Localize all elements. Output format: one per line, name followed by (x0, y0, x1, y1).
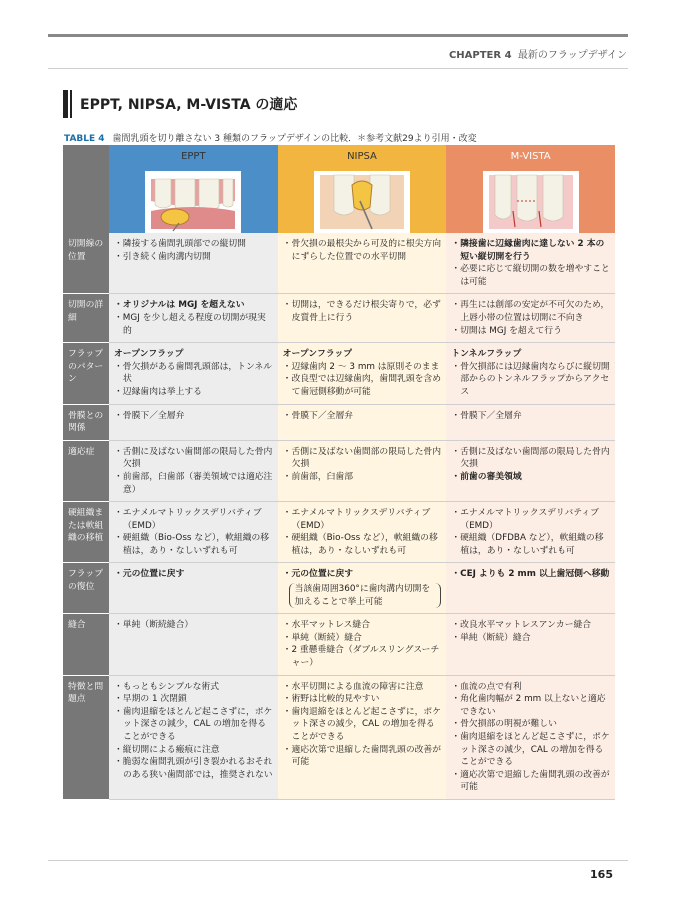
cell-list (114, 568, 273, 581)
list-item: ・骨膜下／全層弁 (451, 410, 522, 421)
cell-list (451, 568, 610, 581)
cell-list (451, 238, 610, 288)
list-item: ・前歯部，臼歯部 (282, 471, 354, 482)
cell-nipsa (278, 294, 447, 343)
row-label: フラップのパターン (63, 343, 109, 404)
list-item: ・オリジナルは MGJ を超えない (114, 300, 245, 311)
list-item: ・引き続く歯肉溝内切開 (114, 251, 211, 262)
list-item: ・適応次第で退縮した歯間乳頭の改善が可能 (451, 769, 610, 793)
chapter-title: 最新のフラップデザイン (517, 50, 627, 61)
list-item: ・改良型では辺縁歯肉，歯間乳頭を含めて歯冠側移動が可能 (282, 374, 442, 397)
list-item: ・硬組織（Bio-Oss など），軟組織の移植は，あり・なしいずれも可 (114, 533, 270, 556)
cell-list (451, 299, 610, 337)
list-item: ・骨欠損部には辺縁歯肉ならびに縦切開部からのトンネルフラップからアクセス (451, 361, 610, 397)
title-bar-thin (70, 90, 72, 118)
row-label: 縫合 (63, 614, 109, 675)
cell-subtitle: トンネルフラップ (451, 349, 522, 360)
cell-mvista (446, 675, 615, 799)
table-row (63, 675, 615, 799)
list-item: ・エナメルマトリックスデリバティブ（EMD） (451, 508, 599, 531)
header-mvista-label: M-VISTA (510, 151, 551, 162)
list-item: ・辺縁歯肉は挙上する (114, 386, 202, 397)
list-item: ・改良水平マットレスアンカー縫合 (451, 620, 592, 631)
list-item: ・前歯部，臼歯部（審美領域では適応注意） (114, 471, 273, 495)
list-item: ・舌側に及ばない歯間部の限局した骨内欠損 (451, 446, 610, 470)
cell-mvista (446, 294, 615, 343)
row-label: フラップの復位 (63, 563, 109, 614)
cell-list (283, 410, 442, 423)
row-label: 硬組織または軟組織の移植 (63, 502, 109, 563)
caption-text: 歯間乳頭を切り離さない 3 種類のフラップデザインの比較．＊参考文献29より引用・改変 (112, 134, 477, 144)
header-mvista (446, 145, 615, 233)
list-item: ・切開は MGJ を超えて行う (451, 325, 562, 336)
list-item: ・適応次第で退縮した歯間乳頭の改善が可能 (282, 744, 442, 768)
list-item: ・エナメルマトリックスデリバティブ（EMD） (282, 508, 431, 531)
table-row (63, 294, 615, 343)
cell-list (451, 361, 610, 399)
list-item: ・水平マットレス縫合 (282, 620, 371, 631)
list-item: ・歯肉退縮をほとんど起こさずに，ポケット深さの減少，CAL の増加を得ることができる (114, 706, 273, 742)
list-item: ・もっともシンプルな術式 (114, 681, 219, 692)
list-item: ・MGJ を少し超える程度の切開が現実的 (114, 312, 266, 336)
cell-nipsa (278, 343, 447, 404)
row-label: 切開の詳細 (63, 294, 109, 343)
cell-list (283, 238, 442, 263)
cell-eppt (109, 675, 278, 799)
cell-list (114, 299, 273, 337)
list-item: ・硬組織（Bio-Oss など），軟組織の移植は，あり・なしいずれも可 (282, 533, 438, 556)
cell-list (283, 568, 442, 581)
cell-list (114, 681, 273, 782)
eppt-illustration (145, 171, 241, 233)
cell-list (114, 446, 273, 496)
row-label: 適応症 (63, 440, 109, 501)
nipsa-illustration (314, 171, 410, 233)
cell-eppt (109, 502, 278, 563)
cell-mvista (446, 614, 615, 675)
title-bar (63, 90, 68, 118)
list-item: ・元の位置に戻す (114, 569, 185, 580)
row-label: 骨膜との関係 (63, 404, 109, 440)
list-item: ・縦切開による瘢痕に注意 (114, 744, 220, 755)
list-item: ・歯肉退縮をほとんど起こさずに，ポケット深さの減少，CAL の増加を得ることができる (451, 732, 610, 768)
table-row (63, 343, 615, 404)
list-item: ・水平切開による血流の障害に注意 (282, 681, 424, 692)
cell-eppt (109, 404, 278, 440)
cell-nipsa (278, 563, 447, 614)
cell-nipsa (278, 440, 447, 501)
list-item: ・舌側に及ばない歯間部の限局した骨内欠損 (114, 446, 273, 470)
cell-nipsa (278, 404, 447, 440)
cell-mvista (446, 404, 615, 440)
list-item: ・単純（断続）縫合 (451, 632, 531, 643)
table-row (63, 614, 615, 675)
chapter-header (449, 46, 627, 61)
cell-subtitle: オープンフラップ (282, 349, 353, 360)
list-item: ・単純（断続縫合） (114, 620, 194, 631)
cell-note: 当該歯周囲360°に歯肉溝内切開を加えることで挙上可能 (289, 583, 442, 608)
table-row (63, 404, 615, 440)
list-item: ・隣接歯に辺縁歯肉に達しない 2 本の短い縦切開を行う (451, 239, 605, 262)
comparison-table (63, 145, 615, 800)
cell-eppt (109, 343, 278, 404)
cell-eppt (109, 563, 278, 614)
list-item: ・前歯の審美領域 (451, 471, 522, 482)
row-label: 切開線の位置 (63, 233, 109, 294)
list-item: ・術野は比較的見やすい (282, 694, 380, 705)
cell-mvista (446, 502, 615, 563)
cell-list (451, 410, 610, 423)
list-item: ・骨膜下／全層弁 (114, 410, 185, 421)
cell-list (283, 299, 442, 324)
list-item: ・骨欠損の最根尖から可及的に根尖方向にずらした位置での水平切開 (282, 239, 442, 262)
table-row (63, 440, 615, 501)
header-row (63, 145, 615, 233)
cell-list (114, 238, 273, 263)
list-item: ・血流の点で有利 (451, 681, 522, 692)
section-title: EPPT, NIPSA, M-VISTA の適応 (80, 97, 298, 113)
list-item: ・脆弱な歯間乳頭が引き裂かれるおそれのある狭い歯間部では，推奨されない (114, 757, 273, 780)
list-item: ・舌側に及ばない歯間部の限局した骨内欠損 (282, 446, 442, 470)
list-item: ・角化歯肉幅が 2 mm 以上ないと適応できない (451, 694, 606, 717)
header-rule (48, 68, 628, 69)
cell-list (283, 619, 442, 669)
cell-mvista (446, 440, 615, 501)
cell-list (451, 681, 610, 794)
chapter-label: CHAPTER 4 (448, 50, 512, 61)
cell-nipsa (278, 614, 447, 675)
cell-list (283, 446, 442, 484)
page-number: 165 (590, 868, 613, 881)
header-nipsa (278, 145, 447, 233)
cell-list (451, 619, 610, 644)
header-corner (63, 145, 109, 233)
cell-list (283, 361, 442, 399)
top-rule (48, 34, 628, 37)
list-item: ・単純（断続）縫合 (282, 632, 362, 643)
list-item: ・硬組織（DFDBA など），軟組織の移植は，あり・なしいずれも可 (451, 533, 604, 556)
list-item: ・隣接する歯間乳頭部での縦切開 (114, 239, 246, 249)
cell-nipsa (278, 502, 447, 563)
table-row (63, 233, 615, 294)
header-nipsa-label: NIPSA (347, 151, 377, 162)
list-item: ・2 重懸垂縫合（ダブルスリングスーチャー） (282, 645, 440, 669)
cell-eppt (109, 614, 278, 675)
list-item: ・辺縁歯肉 2 〜 3 mm は原則そのまま (282, 361, 440, 372)
cell-list (451, 446, 610, 484)
row-label: 特徴と問題点 (63, 675, 109, 799)
cell-list (114, 619, 273, 632)
list-item: ・骨欠損がある歯間乳頭部は，トンネル状 (114, 361, 273, 385)
cell-list (451, 507, 610, 557)
cell-mvista (446, 343, 615, 404)
list-item: ・切開は，できるだけ根尖寄りで，必ず皮質骨上に行う (282, 300, 441, 323)
table-caption (64, 131, 477, 144)
cell-list (114, 361, 273, 399)
header-eppt (109, 145, 278, 233)
cell-eppt (109, 440, 278, 501)
cell-mvista (446, 233, 615, 294)
list-item: ・骨欠損部の明視が難しい (451, 719, 557, 730)
header-eppt-label: EPPT (181, 151, 206, 162)
list-item: ・骨膜下／全層弁 (282, 410, 354, 421)
mvista-illustration (483, 171, 579, 233)
list-item: ・再生には創部の安定が不可欠のため，上唇小帯の位置は切開に不向き (451, 300, 610, 323)
cell-mvista (446, 563, 615, 614)
cell-list (114, 410, 273, 423)
list-item: ・早期の 1 次閉鎖 (114, 694, 187, 705)
cell-list (114, 507, 273, 557)
cell-eppt (109, 294, 278, 343)
cell-eppt (109, 233, 278, 294)
cell-nipsa (278, 675, 447, 799)
table-row (63, 563, 615, 614)
list-item: ・元の位置に戻す (282, 569, 354, 580)
caption-label: TABLE 4 (64, 134, 105, 144)
footer-rule (48, 860, 628, 861)
cell-list (283, 681, 442, 769)
cell-nipsa (278, 233, 447, 294)
list-item: ・CEJ よりも 2 mm 以上歯冠側へ移動 (451, 569, 610, 580)
list-item: ・エナメルマトリックスデリバティブ（EMD） (114, 508, 262, 531)
table-row (63, 502, 615, 563)
cell-list (283, 507, 442, 557)
list-item: ・必要に応じて縦切開の数を増やすことは可能 (451, 264, 610, 287)
list-item: ・歯肉退縮をほとんど起こさずに，ポケット深さの減少，CAL の増加を得ることができる (282, 706, 442, 742)
cell-subtitle: オープンフラップ (114, 349, 184, 360)
